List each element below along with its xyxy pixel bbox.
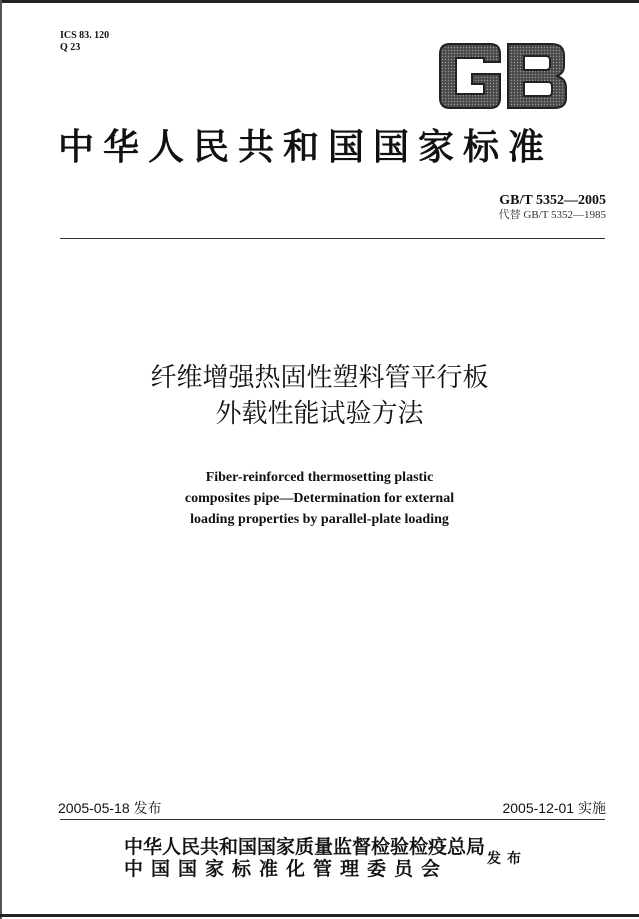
document-title-cn	[0, 360, 639, 432]
ics-block	[60, 30, 109, 54]
issuer-sac: 中国国家标准化管理委员会	[124, 858, 449, 880]
issuer-aqsiq: 中华人民共和国国家质量监督检验检疫总局	[124, 836, 486, 858]
header-divider	[60, 238, 605, 239]
replaces-standard: 代替 GB/T 5352—1985	[498, 209, 606, 221]
implementation-date: 2005-12-01 实施	[502, 800, 606, 816]
issue-label: 发布	[487, 851, 527, 867]
standard-number: GB/T 5352—2005	[499, 193, 606, 208]
standard-category-title: 中华人民共和国国家标准	[58, 126, 554, 168]
issuing-authorities	[124, 836, 485, 880]
title-en-line-2: composites pipe—Determination for external	[184, 491, 455, 506]
title-en-line-3: loading properties by parallel-plate loading	[190, 512, 449, 527]
gb-logo-icon	[432, 40, 572, 112]
document-title-en	[0, 467, 639, 530]
title-en-line-1: Fiber-reinforced thermosetting plastic	[205, 470, 434, 485]
ics-code: ICS 83. 120	[60, 30, 110, 41]
ccs-category: Q 23	[60, 42, 81, 53]
page-left-border	[0, 0, 2, 919]
issue-date: 2005-05-18 发布	[58, 800, 162, 816]
page-bottom-border	[0, 914, 639, 917]
title-cn-line-1: 纤维增强热固性塑料管平行板	[150, 363, 489, 393]
title-cn-line-2: 外载性能试验方法	[215, 399, 424, 429]
standard-number-block	[499, 193, 606, 222]
footer-divider	[60, 819, 605, 820]
page-top-border	[0, 0, 639, 3]
